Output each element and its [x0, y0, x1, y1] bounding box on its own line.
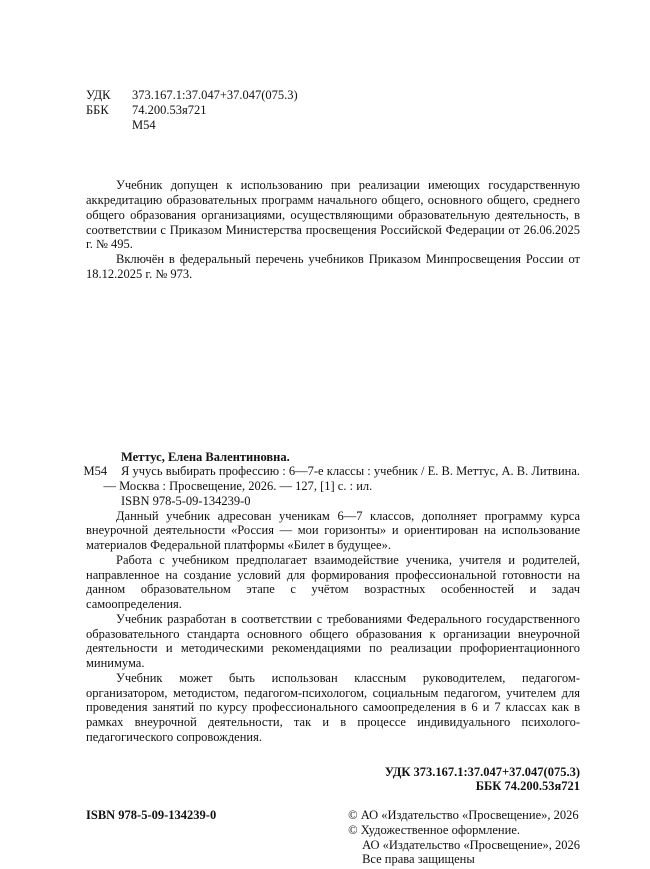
bib-author-sign-code: М54	[83, 464, 108, 479]
bibliographic-record	[83, 449, 580, 509]
classification-codes-top	[86, 88, 580, 132]
approval-paragraph-1: Учебник допущен к использованию при реализации имеющих государственную аккредитацию образовательных программ начального общего, основного общего, среднего общего образования организациями, осуществляющими образовательную деятельность, в соответствии с Приказом Министерства просвещения Российской Федерации от 26.06.2025 г. № 495.	[86, 178, 580, 252]
approval-block	[86, 178, 580, 281]
bbk-label: ББК	[86, 102, 109, 117]
annotation-paragraph-3: Учебник разработан в соответствии с требованиями Федерального государственного образовательного стандарта основного общего образования к организации внеурочной деятельности и методическими рекомендациями по реализации профориентационного минимума.	[86, 611, 580, 670]
classification-codes-bottom	[86, 765, 580, 795]
bbk-value: 74.200.53я721	[132, 102, 207, 117]
udk-bottom: УДК 373.167.1:37.047+37.047(075.3)	[384, 764, 580, 779]
annotation-paragraph-4: Учебник может быть использован классным руководителем, педагогом-организатором, методистом, педагогом-психологом, социальным педагогом, учителем для проведения занятий по курсу профессионального самоопределения в 6 и 7 классах как в рамках внеурочной деятельности, так и в процессе индивидуального психолого-педагогического сопровождения.	[86, 670, 580, 744]
udk-label: УДК	[86, 88, 111, 102]
copyright-block	[348, 808, 580, 867]
bbk-line	[86, 103, 580, 118]
udk-value: 373.167.1:37.047+37.047(075.3)	[132, 88, 298, 102]
annotation-paragraph-2: Работа с учебником предполагает взаимодействие ученика, учителя и родителей, направленное на создание условий для формирования профессиональной готовности на данном образовательном этапе с учётом возрастных особенностей и задач самоопределения.	[86, 552, 580, 611]
copyright-line-design: © Художественное оформление.	[348, 822, 520, 837]
bib-entry-row	[83, 464, 580, 494]
bib-entry-text: Я учусь выбирать профессию : 6—7-е классы : учебник / Е. В. Меттус, А. В. Литвина. — Москва : Просвещение, 2026. — 127, [1] с. : ил.	[103, 464, 580, 493]
copyright-line-publisher-2: АО «Издательство «Просвещение», 2026	[362, 837, 580, 852]
copyright-line-publisher: © АО «Издательство «Просвещение», 2026	[348, 808, 579, 822]
annotation-paragraph-1: Данный учебник адресован ученикам 6—7 классов, дополняет программу курса внеурочной деятельности «Россия — мои горизонты» и ориентирован на использование материалов Федеральной платформы «Билет в будущее».	[86, 508, 580, 552]
copyright-line-rights: Все права защищены	[362, 852, 475, 867]
annotation-block	[86, 509, 580, 745]
author-sign-code: М54	[132, 117, 156, 132]
udk-line	[86, 88, 580, 103]
bbk-bottom: ББК 74.200.53я721	[475, 779, 580, 794]
approval-paragraph-2: Включён в федеральный перечень учебников Приказом Минпросвещения России от 18.12.2025 г. № 973.	[86, 252, 580, 281]
footer-isbn: ISBN 978-5-09-134239-0	[86, 808, 217, 822]
imprint-footer	[86, 808, 580, 867]
bib-author: Меттус, Елена Валентиновна.	[121, 449, 290, 464]
bib-isbn: ISBN 978-5-09-134239-0	[121, 493, 251, 508]
